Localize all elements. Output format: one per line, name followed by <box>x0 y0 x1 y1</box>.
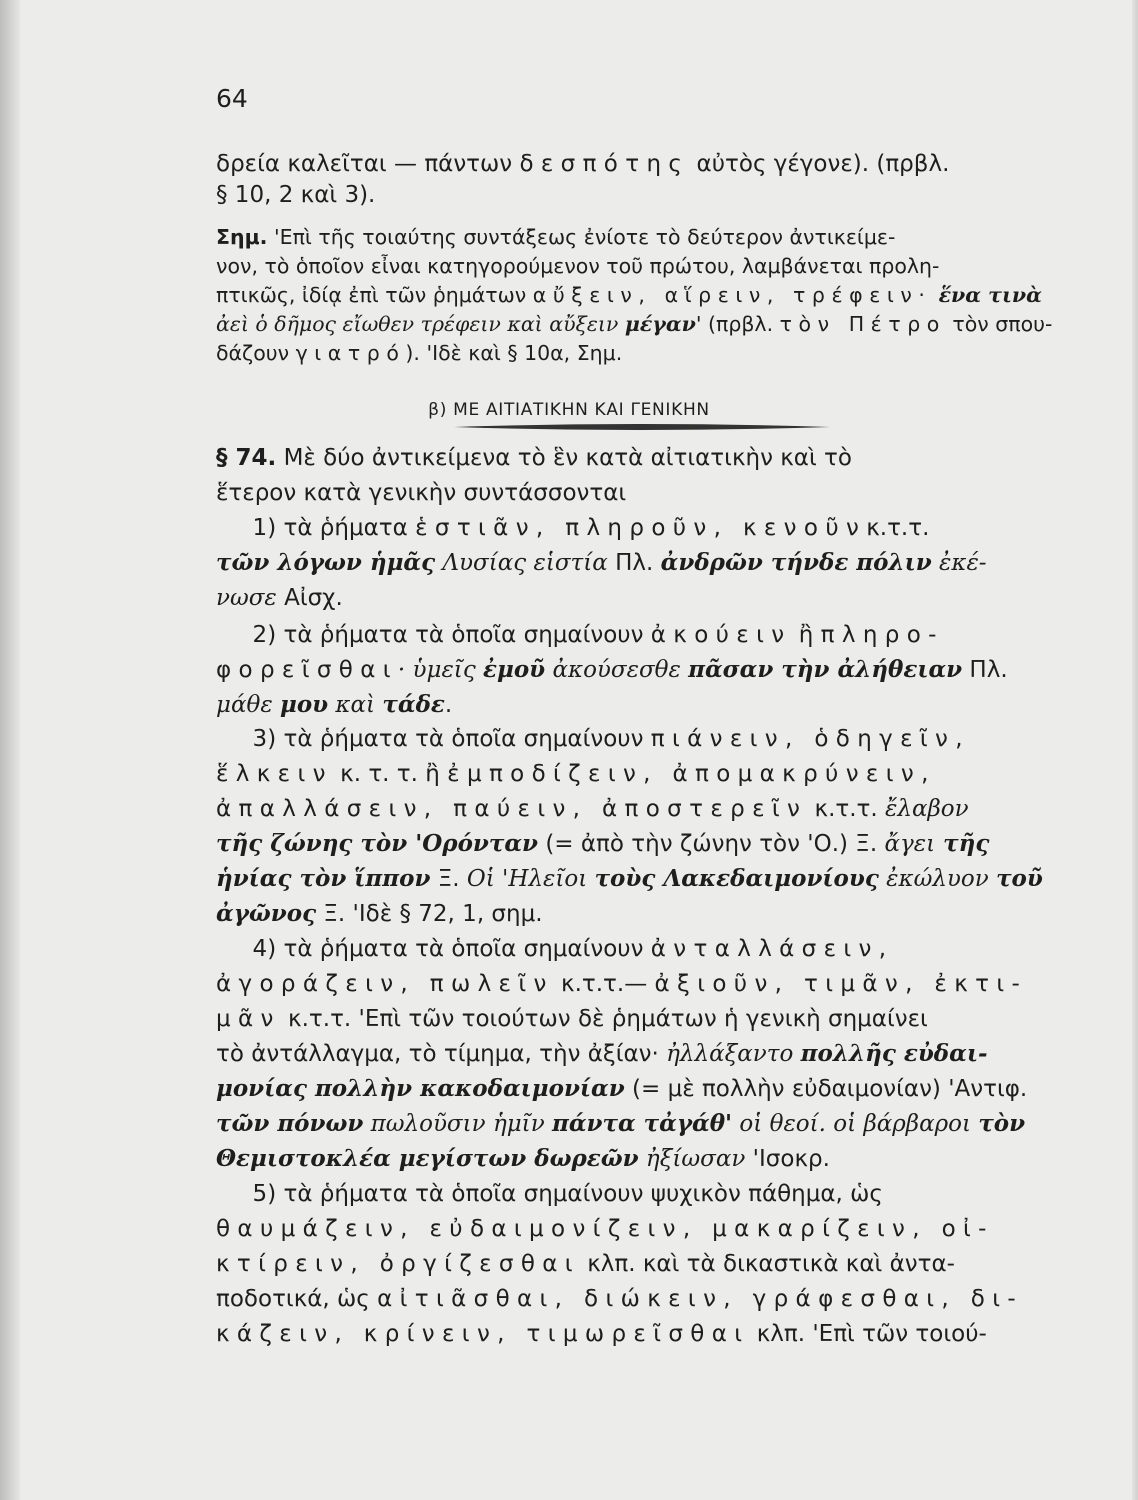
text-line <box>216 757 1126 791</box>
text-run: κ. τ. τ. ἢ <box>332 761 448 787</box>
italic-greek: ἐκώλυον <box>878 866 997 892</box>
text-line <box>216 1317 1126 1351</box>
spaced-word: τὸν Πέτρο <box>779 312 946 336</box>
text-run: κ.τ.τ. <box>866 515 930 541</box>
text-run: κλπ. 'Επὶ τῶν τοιού- <box>749 1321 987 1347</box>
text-run: ' (πρβλ. <box>695 312 780 336</box>
italic-greek: ἐκέ- <box>931 550 987 576</box>
text-line <box>216 932 1126 966</box>
spaced-word: φορεῖσθαι <box>216 657 398 683</box>
bold-italic-greek: μονίας πολλὴν κακοδαιμονίαν <box>216 1075 625 1102</box>
text-run: 4) τὰ ῥήματα τὰ ὁποῖα σημαίνουν <box>216 936 651 962</box>
text-run: ποδοτικά, ὡς <box>216 1286 378 1312</box>
italic-greek: · ὑμεῖς <box>397 657 484 683</box>
bold-italic-greek: πᾶσαν τὴν ἀλήθειαν <box>688 656 963 683</box>
italic-greek: ἠξίωσαν <box>638 1146 746 1172</box>
spaced-word: κάζειν, κρίνειν, τιμωρεῖσθαι <box>216 1321 750 1347</box>
bold-italic-greek: τοὺς Λακεδαιμονίους <box>594 865 879 892</box>
text-run: δάζουν <box>216 341 296 365</box>
spaced-word: ἀγοράζειν, πωλεῖν <box>216 971 554 997</box>
text-line <box>216 1107 1126 1141</box>
text-run: κ.τ.τ. 'Επὶ τῶν τοιούτων δὲ ῥημάτων ἡ γενικὴ σημαίνει <box>280 1006 928 1032</box>
bold-italic-greek: μέγαν <box>624 312 696 336</box>
text-line <box>216 1282 1126 1316</box>
spaced-word: αὔξειν, αἵρειν, τρέφειν· <box>532 283 932 307</box>
italic-greek: οἱ θεοί. οἱ βάρβαροι <box>732 1111 979 1137</box>
text-run: 'Ισοκρ. <box>745 1146 830 1172</box>
section-heading <box>0 400 1138 423</box>
text-run: 5) τὰ ῥήματα τὰ ὁποῖα σημαίνουν ψυχικὸν πάθημα, ὡς <box>216 1181 883 1207</box>
text-line <box>216 653 1126 687</box>
bold-italic-greek: ἀγῶνος <box>216 900 317 927</box>
bold-label: § 74. <box>216 445 277 471</box>
spaced-word: δεσπότης <box>519 151 690 177</box>
text-line <box>216 792 1126 826</box>
text-line <box>216 441 1126 475</box>
italic-greek: ἔλαβον <box>885 796 969 822</box>
italic-greek: καὶ <box>328 692 383 718</box>
bold-italic-greek: πολλῆς εὐδαι- <box>800 1040 988 1067</box>
spaced-word: ἑστιᾶν, πληροῦν, κενοῦν <box>415 515 867 541</box>
spaced-word: θαυμάζειν, εὐδαιμονίζειν, μακαρίζειν, οἰ- <box>216 1216 994 1242</box>
text-run: § 10, 2 καὶ 3). <box>216 182 376 208</box>
bold-italic-greek: ἕνα τινὰ <box>931 283 1042 307</box>
text-line <box>216 722 1126 756</box>
bold-italic-greek: ἐμοῦ <box>483 656 546 683</box>
bold-italic-greek: τάδε <box>382 691 445 718</box>
spaced-word: ἕλκειν <box>216 761 333 787</box>
text-line <box>216 1002 1126 1036</box>
text-line <box>216 967 1126 1001</box>
text-line <box>216 147 1126 181</box>
text-run: ). 'Ιδὲ καὶ § 10α, Σημ. <box>405 341 623 365</box>
text-run: 1) τὰ ῥήματα <box>216 515 416 541</box>
text-line <box>216 581 1126 615</box>
text-line <box>216 336 1126 370</box>
bold-italic-greek: μου <box>279 691 329 718</box>
text-run: δρεία καλεῖται — πάντων <box>216 151 520 177</box>
text-run: Ξ. <box>430 866 467 892</box>
text-line <box>216 862 1126 896</box>
text-run: Μὲ δύο ἀντικείμενα τὸ ἓν κατὰ αἰτιατικὴν καὶ τὸ <box>276 445 852 471</box>
italic-greek: μάθε <box>216 692 280 718</box>
bold-italic-greek: τοῦ <box>996 865 1043 892</box>
spaced-word: αἰτιᾶσθαι, διώκειν, γράφεσθαι, δι- <box>377 1286 1023 1312</box>
spaced-word: ἐμποδίζειν, ἀπομακρύνειν, <box>447 761 936 787</box>
italic-greek: Λυσίας εἱστία <box>435 550 608 576</box>
text-run: κλπ. καὶ τὰ δικαστικὰ καὶ ἀντα- <box>579 1251 955 1277</box>
bold-italic-greek: τὸν <box>978 1110 1026 1137</box>
spaced-word: γιατρό <box>295 341 406 365</box>
text-line <box>216 1212 1126 1246</box>
text-run: ἕτερον κατὰ γενικὴν συντάσσονται <box>216 480 627 506</box>
text-line <box>216 688 1126 722</box>
bold-italic-greek: ἀνδρῶν τήνδε πόλιν <box>660 549 932 576</box>
text-run: κ.τ.τ. <box>807 796 886 822</box>
text-run: Αἰσχ. <box>276 585 343 611</box>
section-heading-text: β) ΜΕ ΑΙΤΙΑΤΙΚΗΝ ΚΑΙ ΓΕΝΙΚΗΝ <box>428 400 710 420</box>
bold-italic-greek: τῆς <box>935 830 990 857</box>
text-line <box>216 1037 1126 1071</box>
text-run: πτικῶς, ἰδίᾳ ἐπὶ τῶν ῥημάτων <box>216 283 533 307</box>
text-run: τὸ ἀντάλλαγμα, τὸ τίμημα, τὴν ἀξίαν· <box>216 1041 667 1067</box>
spaced-word: πληρο- <box>820 622 944 648</box>
text-run: . <box>444 692 453 718</box>
text-line <box>216 476 1126 510</box>
page-number: 64 <box>216 84 248 113</box>
text-line <box>216 1247 1126 1281</box>
text-line <box>216 511 1126 545</box>
text-line <box>216 1177 1126 1211</box>
spaced-word: ἀκούειν <box>650 622 792 648</box>
text-run: (= ἀπὸ τὴν ζώνην τὸν 'Ο.) Ξ. <box>538 831 885 857</box>
text-line <box>216 827 1126 861</box>
text-run: νον, τὸ ὁποῖον εἶναι κατηγορούμενον τοῦ πρώτου, λαμβάνεται προλη- <box>216 254 940 278</box>
text-run: Πλ. <box>962 657 1008 683</box>
text-run: αὐτὸς γέγονε). (πρβλ. <box>689 151 950 177</box>
italic-greek: πωλοῦσιν ἡμῖν <box>363 1111 552 1137</box>
italic-greek: ἠλλάξαντο <box>666 1041 801 1067</box>
text-line <box>216 618 1126 652</box>
italic-greek: νωσε <box>216 585 277 611</box>
spaced-word: ἀπαλλάσειν, παύειν, ἀποστερεῖν <box>216 796 808 822</box>
text-run: ἢ <box>791 622 821 648</box>
text-run: Ξ. 'Ιδὲ § 72, 1, σημ. <box>316 901 543 927</box>
bold-italic-greek: τῶν πόνων <box>216 1110 364 1137</box>
text-run: 3) τὰ ῥήματα τὰ ὁποῖα σημαίνουν <box>216 726 651 752</box>
italic-greek: Οἱ 'Ηλεῖοι <box>466 866 595 892</box>
bold-italic-greek: Θεμιστοκλέα μεγίστων δωρεῶν <box>216 1145 639 1172</box>
text-line <box>216 1142 1126 1176</box>
spaced-word: πιάνειν, ὁδηγεῖν, <box>650 726 970 752</box>
heading-underline-flourish <box>452 423 832 431</box>
spaced-word: ἀξιοῦν, τιμᾶν, ἐκτι- <box>654 971 1028 997</box>
text-line <box>216 178 1126 212</box>
italic-greek: ἄγει <box>884 831 936 857</box>
text-run: 2) τὰ ῥήματα τὰ ὁποῖα σημαίνουν <box>216 622 651 648</box>
spaced-word: μᾶν <box>216 1006 281 1032</box>
text-run: κ.τ.τ.— <box>553 971 655 997</box>
text-line <box>216 546 1126 580</box>
text-run: (= μὲ πολλὴν εὐδαιμονίαν) 'Αντιφ. <box>624 1076 1028 1102</box>
spaced-word: κτίρειν, ὀργίζεσθαι <box>216 1251 580 1277</box>
bold-label: Σημ. <box>216 225 268 249</box>
italic-greek: ἀκούσεσθε <box>545 657 689 683</box>
text-run: τὸν σπου- <box>945 312 1053 336</box>
text-line <box>216 1072 1126 1106</box>
bold-italic-greek: τῶν λόγων ἡμᾶς <box>216 549 436 576</box>
spaced-word: ἀνταλλάσειν, <box>650 936 894 962</box>
bold-italic-greek: τῆς ζώνης τὸν 'Ορόνταν <box>216 830 539 857</box>
bold-italic-greek: πάντα τἀγάθ' <box>551 1110 733 1137</box>
text-run: Πλ. <box>607 550 661 576</box>
bold-italic-greek: ἡνίας τὸν ἵππον <box>216 865 431 892</box>
italic-greek: ἀεὶ ὁ δῆμος εἴωθεν τρέφειν καὶ αὔξειν <box>216 312 625 336</box>
text-run: 'Επὶ τῆς τοιαύτης συντάξεως ἐνίοτε τὸ δεύτερον ἀντικείμε- <box>267 225 896 249</box>
text-line <box>216 897 1126 931</box>
